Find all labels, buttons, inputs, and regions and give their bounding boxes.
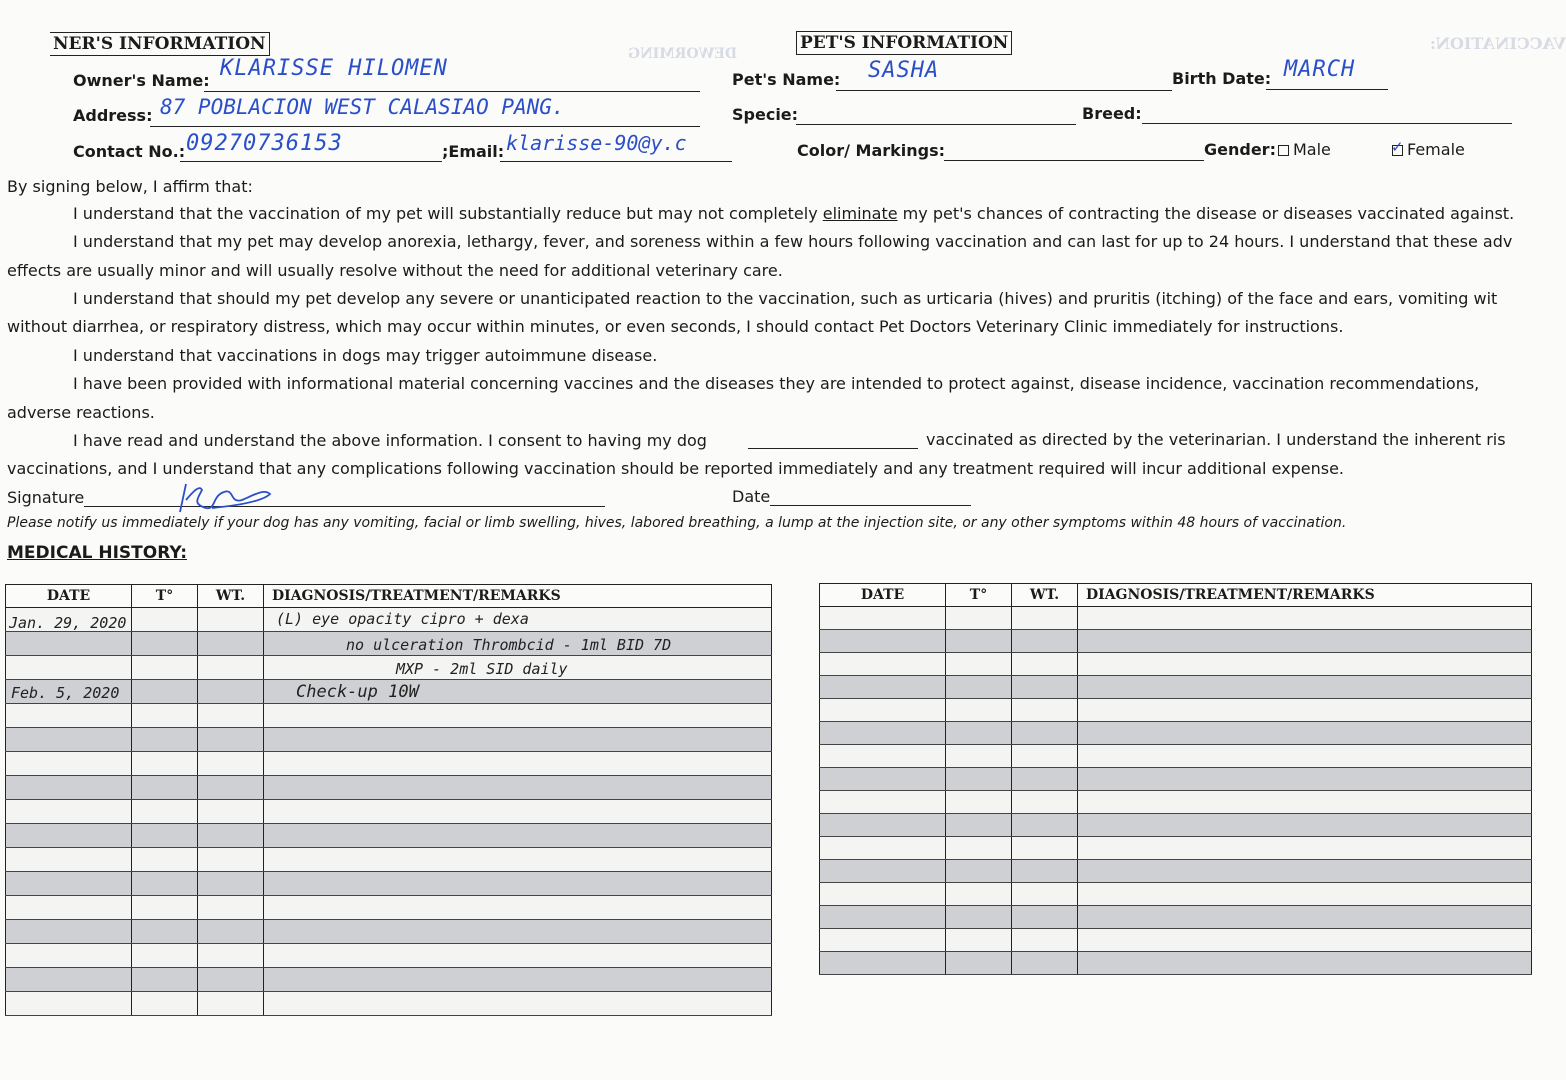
table-row [6,920,772,944]
table-cell[interactable] [946,929,1012,952]
table-cell[interactable] [1078,929,1532,952]
table-cell[interactable] [6,896,132,920]
table-row [820,745,1532,768]
entry-4-date: Feb. 5, 2020 [11,684,120,702]
table-cell[interactable] [6,944,132,968]
table-cell[interactable] [198,824,264,848]
table-cell[interactable] [1078,630,1532,653]
table-cell[interactable] [132,800,198,824]
table-cell[interactable] [132,776,198,800]
table-cell[interactable] [198,848,264,872]
entry-1-remarks: (L) eye opacity cipro + dexa [276,610,529,628]
table-cell[interactable] [820,699,946,722]
table-row [820,676,1532,699]
table-cell[interactable] [6,728,132,752]
table-cell[interactable] [820,929,946,952]
table-cell[interactable] [946,699,1012,722]
contact-line [180,161,442,162]
table-cell[interactable] [946,883,1012,906]
table-cell[interactable] [132,680,198,704]
birth-date-line [1266,89,1388,90]
table-cell[interactable] [264,968,772,992]
table-cell[interactable] [1012,952,1078,975]
male-label: Male [1293,140,1331,159]
owner-name-line [204,91,700,92]
affirm-paragraph-5b: adverse reactions. [7,403,155,422]
contact-label: Contact No.: [73,142,186,161]
table-cell[interactable] [1078,768,1532,791]
affirm-p1-text-a: I understand that the vaccination of my pet will substantially reduce but may not completely [73,204,823,223]
affirm-paragraph-6a: I have read and understand the above information. I consent to having my dog [73,431,707,450]
table-cell[interactable] [198,728,264,752]
table-cell[interactable] [820,722,946,745]
table-cell[interactable] [198,752,264,776]
entry-4-remarks: Check-up 10W [296,682,419,702]
table-cell[interactable] [1078,607,1532,630]
table-cell[interactable] [6,656,132,680]
table-cell[interactable] [1012,699,1078,722]
medical-history-title: MEDICAL HISTORY: [7,543,187,563]
affirm-p1-text-b: my pet's chances of contracting the disease or diseases vaccinated against. [897,204,1515,223]
table-row [820,837,1532,860]
table-cell[interactable] [198,800,264,824]
breed-line[interactable] [1142,123,1512,124]
table-row [6,824,772,848]
column-header-temp: T° [132,585,198,608]
table-cell[interactable] [264,920,772,944]
signature-scribble-icon [172,478,282,518]
table-cell[interactable] [1012,676,1078,699]
table-cell[interactable] [6,776,132,800]
signature-label: Signature [7,488,85,507]
table-cell[interactable] [6,872,132,896]
table-cell[interactable] [264,992,772,1016]
affirm-paragraph-4: I understand that vaccinations in dogs may trigger autoimmune disease. [73,346,658,365]
table-row [6,896,772,920]
table-cell[interactable] [820,653,946,676]
table-cell[interactable] [1078,860,1532,883]
table-cell[interactable] [1078,791,1532,814]
table-row [820,929,1532,952]
table-cell[interactable] [198,992,264,1016]
table-row [6,992,772,1016]
affirm-intro: By signing below, I affirm that: [7,177,253,196]
table-cell[interactable] [820,676,946,699]
ghost-vaccination: VACCINATION: [1430,34,1566,53]
table-cell[interactable] [6,968,132,992]
table-cell[interactable] [1078,814,1532,837]
check-mark-icon: ✓ [1391,138,1404,156]
address-value[interactable]: 87 POBLACION WEST CALASIAO PANG. [160,95,565,119]
table-cell[interactable] [820,791,946,814]
table-row [6,656,772,680]
column-header-temp: T° [946,584,1012,607]
table-row [820,883,1532,906]
table-cell[interactable] [1078,952,1532,975]
table-cell[interactable] [1012,837,1078,860]
table-cell[interactable] [1012,929,1078,952]
table-cell[interactable] [264,728,772,752]
table-cell[interactable] [946,745,1012,768]
table-row [820,814,1532,837]
date-line[interactable] [770,505,971,506]
table-row [820,768,1532,791]
table-cell[interactable] [1012,768,1078,791]
table-cell[interactable] [946,630,1012,653]
table-row [820,952,1532,975]
owner-name-value[interactable]: KLARISSE HILOMEN [220,56,448,81]
table-row [820,653,1532,676]
column-header-date: DATE [820,584,946,607]
notice-text: Please notify us immediately if your dog has any vomiting, facial or limb swelling, hives, labored breathing, a lump at the injection site, or any other symptoms within 48 hours of vaccination. [7,515,1347,531]
table-cell[interactable] [820,745,946,768]
table-cell[interactable] [820,630,946,653]
checkbox-male[interactable] [1278,145,1289,156]
table-cell[interactable] [946,952,1012,975]
table-row [820,607,1532,630]
table-cell[interactable] [132,920,198,944]
color-markings-label: Color/ Markings: [797,141,946,160]
table-cell[interactable] [132,968,198,992]
contact-value[interactable]: 09270736153 [186,131,343,156]
table-row [820,699,1532,722]
table-cell[interactable] [1012,630,1078,653]
column-header-date: DATE [6,585,132,608]
pet-name-label: Pet's Name: [732,70,841,89]
table-cell[interactable] [264,752,772,776]
table-cell[interactable] [198,632,264,656]
table-cell[interactable] [6,704,132,728]
table-cell[interactable] [820,952,946,975]
gender-male-option[interactable] [1278,140,1331,159]
table-cell[interactable] [946,860,1012,883]
address-label: Address: [73,106,153,125]
table-row [6,728,772,752]
table-cell[interactable] [132,896,198,920]
birth-date-label: Birth Date: [1172,69,1272,88]
table-cell[interactable] [132,632,198,656]
table-cell[interactable] [132,848,198,872]
table-cell[interactable] [198,968,264,992]
table-cell[interactable] [1078,745,1532,768]
table-cell[interactable] [1078,883,1532,906]
breed-label: Breed: [1082,104,1142,123]
table-row [6,848,772,872]
column-header-remarks: DIAGNOSIS/TREATMENT/REMARKS [264,585,772,608]
table-cell[interactable] [198,872,264,896]
pet-name-value[interactable]: SASHA [868,58,940,83]
table-row [6,968,772,992]
column-header-weight: WT. [198,585,264,608]
affirm-paragraph-2b: effects are usually minor and will usually resolve without the need for additional veterinary care. [7,261,783,280]
table-cell[interactable] [946,722,1012,745]
table-cell[interactable] [132,608,198,632]
table-cell[interactable] [132,944,198,968]
gender-female-option[interactable] [1392,140,1465,159]
affirm-paragraph-5a: I have been provided with informational material concerning vaccines and the diseases they are intended to protect against, disease incidence, vaccination recommendations, [73,374,1480,393]
table-cell[interactable] [264,704,772,728]
affirm-paragraph-6b: vaccinations, and I understand that any complications following vaccination should be reported immediately and any treatment required will incur additional expense. [7,459,1344,478]
table-cell[interactable] [132,872,198,896]
table-cell[interactable] [6,824,132,848]
table-cell[interactable] [820,883,946,906]
email-label: ;Email: [442,142,505,161]
affirm-paragraph-3b: without diarrhea, or respiratory distress, which may occur within minutes, or even seconds, I should contact Pet Doctors Veterinary Clinic immediately for instructions. [7,317,1344,336]
table-row [820,791,1532,814]
affirm-paragraph-3a: I understand that should my pet develop any severe or unanticipated reaction to the vaccination, such as urticaria (hives) and pruritis (itching) of the face and ears, vomiting wit [73,289,1498,308]
table-cell[interactable] [946,768,1012,791]
table-row [6,944,772,968]
table-row [6,800,772,824]
table-cell[interactable] [946,607,1012,630]
table-cell[interactable] [946,791,1012,814]
table-cell[interactable] [946,906,1012,929]
table-cell[interactable] [6,800,132,824]
table-cell[interactable] [946,814,1012,837]
table-cell[interactable] [6,632,132,656]
table-cell[interactable] [1012,906,1078,929]
table-cell[interactable] [946,653,1012,676]
table-cell[interactable] [132,704,198,728]
column-header-remarks: DIAGNOSIS/TREATMENT/REMARKS [1078,584,1532,607]
table-cell[interactable] [946,676,1012,699]
signature-line[interactable] [84,506,605,507]
table-row [820,860,1532,883]
table-row [820,906,1532,929]
table-cell[interactable] [198,704,264,728]
table-cell[interactable] [820,906,946,929]
table-cell[interactable] [264,776,772,800]
table-cell[interactable] [820,607,946,630]
address-line [150,126,700,127]
table-cell[interactable] [132,992,198,1016]
table-row [6,752,772,776]
entry-1-date: Jan. 29, 2020 [9,614,127,632]
affirm-paragraph-6c: vaccinated as directed by the veterinarian. I understand the inherent ris [926,430,1506,449]
table-cell[interactable] [198,656,264,680]
entry-3-remarks: MXP - 2ml SID daily [396,660,568,678]
table-cell[interactable] [198,920,264,944]
female-label: Female [1407,140,1465,159]
table-row [820,630,1532,653]
table-cell[interactable] [264,944,772,968]
table-cell[interactable] [1012,860,1078,883]
table-cell[interactable] [1012,607,1078,630]
table-cell[interactable] [264,824,772,848]
table-cell[interactable] [1078,722,1532,745]
table-cell[interactable] [1012,814,1078,837]
table-cell[interactable] [820,814,946,837]
table-cell[interactable] [1012,722,1078,745]
table-cell[interactable] [6,920,132,944]
table-cell[interactable] [6,992,132,1016]
table-cell[interactable] [198,896,264,920]
table-cell[interactable] [132,824,198,848]
owner-section-title: NER'S INFORMATION [50,32,270,56]
table-row [820,722,1532,745]
column-header-weight: WT. [1012,584,1078,607]
table-cell[interactable] [198,680,264,704]
table-cell[interactable] [198,944,264,968]
ghost-deworming: DEWORMING [628,46,738,62]
table-cell[interactable] [1012,745,1078,768]
checkbox-female-checked[interactable] [1391,138,1404,156]
specie-label: Specie: [732,105,799,124]
affirm-paragraph-2a: I understand that my pet may develop anorexia, lethargy, fever, and soreness within a few hours following vaccination and can last for up to 24 hours. I understand that these adv [73,232,1513,251]
table-cell[interactable] [198,776,264,800]
table-cell[interactable] [6,848,132,872]
table-cell[interactable] [1078,676,1532,699]
affirm-p1-underlined: eliminate [822,204,898,223]
entry-2-remarks: no ulceration Thrombcid - 1ml BID 7D [346,636,672,654]
date-label: Date [732,487,771,506]
table-cell[interactable] [6,752,132,776]
email-line [500,161,732,162]
table-cell[interactable] [264,872,772,896]
gender-label: Gender: [1204,140,1276,159]
table-cell[interactable] [1078,699,1532,722]
medical-history-table-right [819,583,1532,975]
table-cell[interactable] [1078,906,1532,929]
table-cell[interactable] [820,768,946,791]
table-cell[interactable] [132,656,198,680]
table-cell[interactable] [946,837,1012,860]
table-cell[interactable] [1012,653,1078,676]
specie-line[interactable] [796,124,1076,125]
dog-name-blank-line[interactable] [748,448,918,449]
table-cell[interactable] [132,752,198,776]
pet-name-line [836,90,1172,91]
table-cell[interactable] [198,608,264,632]
affirm-paragraph-1 [73,200,1514,229]
color-markings-line[interactable] [944,160,1204,161]
table-cell[interactable] [1078,653,1532,676]
table-row [6,872,772,896]
table-cell[interactable] [1078,837,1532,860]
table-cell[interactable] [820,837,946,860]
pet-section-title: PET'S INFORMATION [796,31,1012,55]
table-cell[interactable] [132,728,198,752]
table-cell[interactable] [1012,883,1078,906]
table-cell[interactable] [1012,791,1078,814]
table-cell[interactable] [264,896,772,920]
owner-name-label: Owner's Name: [73,71,210,90]
table-cell[interactable] [820,860,946,883]
table-row [6,776,772,800]
table-row [6,704,772,728]
table-cell[interactable] [264,848,772,872]
birth-date-value[interactable]: MARCH [1284,57,1356,82]
table-cell[interactable] [264,800,772,824]
email-value[interactable]: klarisse-90@y.c [506,131,687,155]
